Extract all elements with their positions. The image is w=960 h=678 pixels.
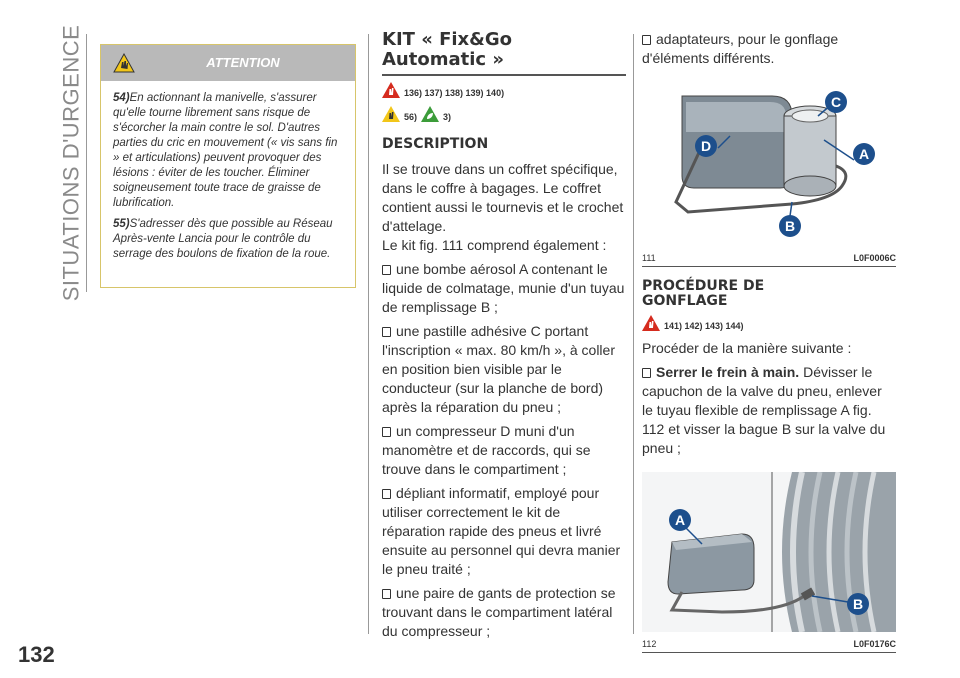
figure-caption: 111 L0F0006C [642, 253, 896, 263]
yellow-warning-icon [382, 106, 400, 122]
callout-d: D [700, 138, 712, 154]
page-number: 132 [18, 642, 55, 667]
checkbox-bullet-icon [642, 368, 651, 378]
checkbox-bullet-icon [382, 427, 391, 437]
attention-header [101, 45, 355, 81]
list-item: adaptateurs, pour le gonflage d'éléments différents. [642, 31, 839, 66]
procedure-heading: PROCÉDURE DE GONFLAGE [642, 278, 765, 309]
callout-a: A [674, 512, 686, 528]
title-underline [382, 74, 626, 76]
list-item: une paire de gants de protection se trouvant dans le compartiment latéral du compresseur ; [382, 585, 616, 639]
procedure-intro: Procéder de la manière suivante : [642, 340, 852, 356]
side-section-title: SITUATIONS D'URGENCE [58, 24, 83, 301]
red-warning-icon [642, 315, 660, 331]
attention-box [100, 44, 356, 288]
right-column [642, 30, 896, 653]
callout-a: A [858, 146, 870, 162]
checkbox-bullet-icon [382, 489, 391, 499]
description-heading: DESCRIPTION [382, 136, 489, 152]
attention-title: ATTENTION [206, 55, 280, 70]
compressor-kit-illustration [642, 76, 896, 246]
figure-caption: 112 L0F0176C [642, 639, 896, 649]
column-divider [633, 34, 634, 634]
attention-notes [101, 81, 355, 262]
list-item: un compresseur D muni d'un manomètre et de raccords, qui se trouve dans le compartiment ; [382, 423, 591, 477]
inflation-illustration [642, 472, 896, 632]
green-environment-icon [421, 106, 439, 122]
kit-note-refs: 56) 3) [382, 106, 626, 122]
attention-note: 54)En actionnant la manivelle, s'assurer qu'elle tourne librement sans risque de s'écorcher la main contre le sol. D'autres parties du cric en mouvement (« vis sans fin » et articulations) peuvent provoquer des lésions : éviter de les toucher. Éliminer soigneusement toute trace de graisse de lubrification. [113, 92, 338, 209]
list-item: dépliant informatif, employé pour utiliser correctement le kit de réparation rapide des pneus et livré ensuite au personnel qui devra manier le pneu traité ; [382, 485, 621, 577]
figure-111 [642, 76, 896, 267]
checkbox-bullet-icon [382, 589, 391, 599]
column-divider [368, 34, 369, 634]
side-divider [86, 34, 87, 292]
kit-title: KIT « Fix&Go Automatic » [382, 29, 512, 70]
list-item: une pastille adhésive C portant l'inscription « max. 80 km/h », à coller en position bien visible par le conducteur (sur la planche de bord) après la réparation du pneu ; [382, 323, 615, 415]
attention-note: 55)S'adresser dès que possible au Réseau Après-vente Lancia pour le contrôle du serrage des boulons de fixation de la roue. [113, 218, 333, 260]
red-warning-icon [382, 82, 400, 98]
checkbox-bullet-icon [382, 265, 391, 275]
checkbox-bullet-icon [642, 35, 651, 45]
procedure-warning-refs: 141) 142) 143) 144) [642, 315, 896, 331]
callout-c: C [830, 94, 842, 110]
description-paragraph: Il se trouve dans un coffret spécifique, dans le coffre à bagages. Le coffret contient aussi le tournevis et le crochet d'attelage. Le kit fig. 111 comprend également : [382, 161, 624, 253]
callout-b: B [852, 596, 864, 612]
callout-b: B [784, 218, 796, 234]
kit-warning-refs: 136) 137) 138) 139) 140) [382, 82, 626, 98]
list-item: Serrer le frein à main. Dévisser le capuchon de la valve du pneu, enlever le tuyau flexible de remplissage A fig. 112 et visser la bague B sur la valve du pneu ; [642, 364, 886, 456]
checkbox-bullet-icon [382, 327, 391, 337]
middle-column [382, 30, 626, 641]
figure-112 [642, 472, 896, 653]
list-item: une bombe aérosol A contenant le liquide de colmatage, munie d'un tuyau de remplissage B ; [382, 261, 625, 315]
